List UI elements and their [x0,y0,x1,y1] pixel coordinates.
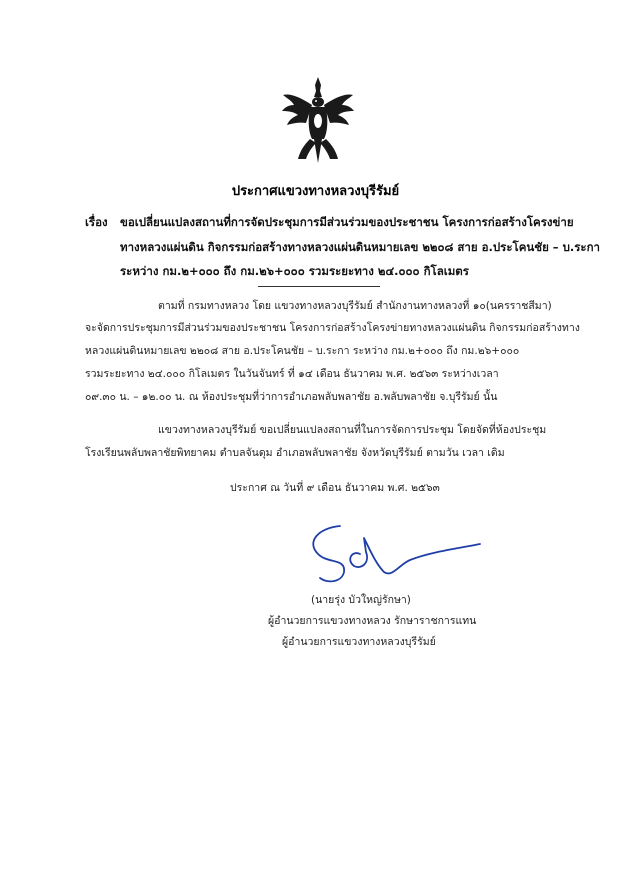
signer-position-2: ผู้อำนวยการแขวงทางหลวงบุรีรัมย์ [282,636,436,648]
paragraph1-line-1: ตามที่ กรมทางหลวง โดย แขวงทางหลวงบุรีรัมย์ สำนักงานทางหลวงที่ ๑๐(นครราชสีมา) [158,300,552,312]
subject-line-3: ระหว่าง กม.๒+๐๐๐ ถึง กม.๒๖+๐๐๐ รวมระยะทาง ๒๔.๐๐๐ กิโลเมตร [120,264,469,278]
garuda-emblem-icon [280,75,356,165]
signer-name: (นายรุ่ง บัวใหญ่รักษา) [311,594,411,606]
paragraph1-line-3: หลวงแผ่นดินหมายเลข ๒๒๐๘ สาย อ.ประโคนชัย – บ.ระกา ระหว่าง กม.๒+๐๐๐ ถึง กม.๒๖+๐๐๐ [85,345,520,357]
title-divider [258,286,380,287]
paragraph1-line-5: ๐๙.๓๐ น. – ๑๒.๐๐ น. ณ ห้องประชุมที่ว่าการอำเภอพลับพลาชัย อ.พลับพลาชัย จ.บุรีรัมย์ นั้น [85,391,498,403]
subject-label: เรื่อง [85,215,108,229]
paragraph2-line-2: โรงเรียนพลับพลาชัยพิทยาคม ตำบลจันดุม อำเภอพลับพลาชัย จังหวัดบุรีรัมย์ ตามวัน เวลา เดิม [85,447,505,459]
signer-position-1: ผู้อำนวยการแขวงทางหลวง รักษาราชการแทน [268,615,477,627]
announcement-title: ประกาศแขวงทางหลวงบุรีรัมย์ [231,184,400,199]
paragraph1-line-2: จะจัดการประชุมการมีส่วนร่วมของประชาชน โครงการก่อสร้างโครงข่ายทางหลวงแผ่นดิน กิจกรรมก่อสร้างทาง [85,322,580,334]
paragraph1-line-4: รวมระยะทาง ๒๔.๐๐๐ กิโลเมตร ในวันจันทร์ ที่ ๑๔ เดือน ธันวาคม พ.ศ. ๒๕๖๓ ระหว่างเวลา [85,368,499,380]
paragraph2-line-1: แขวงทางหลวงบุรีรัมย์ ขอเปลี่ยนแปลงสถานที่ในการจัดการประชุม โดยจัดที่ห้องประชุม [158,424,547,436]
subject-line-1: ขอเปลี่ยนแปลงสถานที่การจัดประชุมการมีส่วนร่วมของประชาชน โครงการก่อสร้างโครงข่าย [120,215,574,229]
subject-line-2: ทางหลวงแผ่นดิน กิจกรรมก่อสร้างทางหลวงแผ่นดินหมายเลข ๒๒๐๘ สาย อ.ประโคนชัย – บ.ระกา [120,240,601,254]
announced-date: ประกาศ ณ วันที่ ๙ เดือน ธันวาคม พ.ศ. ๒๕๖๓ [230,482,440,494]
signature-icon [300,520,490,590]
